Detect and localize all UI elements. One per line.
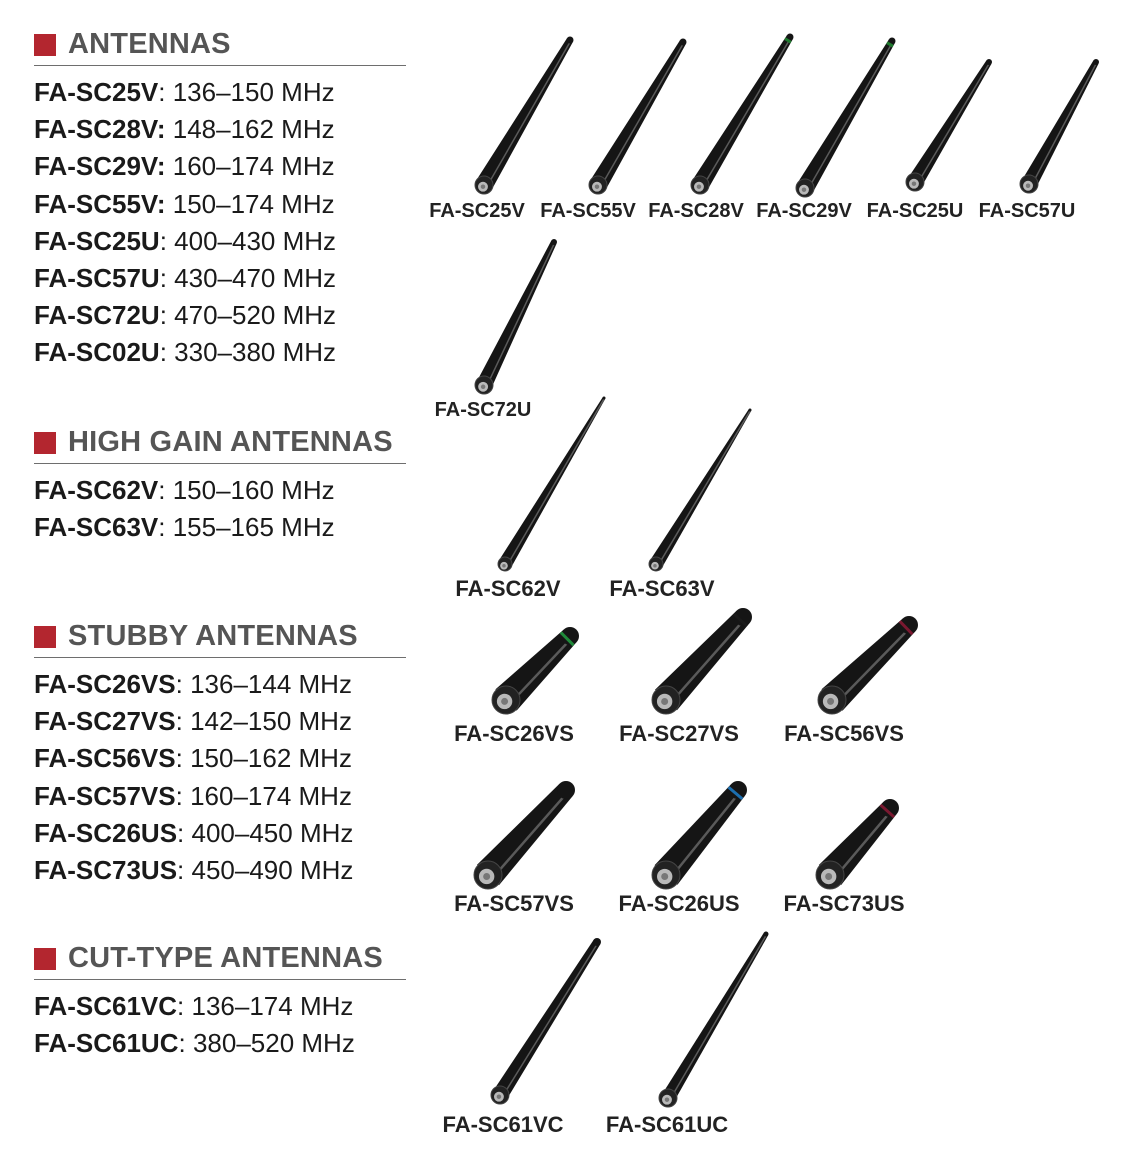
spec-row: FA-SC56VS: 150–162 MHz (34, 743, 352, 774)
antenna-fa-sc29v-icon (796, 38, 896, 198)
spec-row: FA-SC26VS: 136–144 MHz (34, 669, 352, 699)
product-label-fa-sc61uc: FA-SC61UC (605, 1112, 729, 1137)
spec-row: FA-SC61VC: 136–174 MHz (34, 991, 354, 1021)
product-label-fa-sc56vs: FA-SC56VS (784, 721, 904, 746)
spec-row: FA-SC27VS: 142–150 MHz (34, 706, 352, 737)
product-label-fa-sc61vc: FA-SC61VC (442, 1112, 564, 1137)
spec-row: FA-SC25U: 400–430 MHz (34, 225, 337, 256)
antenna-fa-sc57u-icon (1020, 59, 1099, 193)
spec-row: FA-SC73US: 450–490 MHz (34, 855, 354, 886)
antenna-fa-sc57vs-icon (474, 781, 575, 889)
antenna-fa-sc73us-icon (816, 799, 899, 889)
antenna-fa-sc72u-icon (475, 239, 557, 394)
spec-row: FA-SC72U: 470–520 MHz (34, 300, 337, 331)
section-title: ANTENNAS (68, 28, 231, 60)
product-label-fa-sc62v: FA-SC62V (455, 576, 561, 601)
antenna-fa-sc61uc-icon (659, 932, 769, 1108)
antenna-fa-sc27vs-icon (652, 608, 752, 714)
antenna-fa-sc28v-icon (691, 34, 794, 195)
section-title: HIGH GAIN ANTENNAS (68, 426, 393, 458)
product-label-fa-sc73us: FA-SC73US (783, 891, 905, 916)
antenna-fa-sc25v-icon (475, 37, 574, 195)
antenna-fa-sc26vs-icon (492, 627, 579, 714)
antenna-fa-sc56vs-icon (818, 616, 918, 714)
product-label-fa-sc25v: FA-SC25V (429, 200, 525, 222)
antenna-fa-sc62v-icon (498, 397, 606, 572)
spec-row: FA-SC26US: 400–450 MHz (34, 817, 354, 848)
product-label-fa-sc25u: FA-SC25U (866, 200, 964, 222)
antenna-fa-sc55v-icon (589, 39, 687, 195)
product-label-fa-sc28v: FA-SC28V (648, 200, 744, 222)
product-label-fa-sc29v: FA-SC29V (756, 200, 852, 222)
product-label-fa-sc55v: FA-SC55V (540, 200, 636, 222)
product-label-fa-sc27vs: FA-SC27VS (619, 721, 739, 746)
spec-row: FA-SC57VS: 160–174 MHz (34, 780, 352, 811)
section-title: CUT-TYPE ANTENNAS (68, 942, 383, 974)
product-label-fa-sc57u: FA-SC57U (978, 200, 1076, 222)
spec-row: FA-SC57U: 430–470 MHz (34, 263, 337, 294)
section-title: STUBBY ANTENNAS (68, 620, 358, 652)
product-label-fa-sc26vs: FA-SC26VS (454, 721, 574, 746)
spec-row: FA-SC02U: 330–380 MHz (34, 337, 337, 368)
antenna-fa-sc61vc-icon (491, 938, 601, 1104)
spec-row: FA-SC55V: 150–174 MHz (34, 188, 335, 219)
spec-row: FA-SC28V: 148–162 MHz (34, 114, 335, 145)
antenna-fa-sc26us-icon (652, 781, 747, 889)
spec-row: FA-SC61UC: 380–520 MHz (34, 1028, 355, 1059)
spec-row: FA-SC29V: 160–174 MHz (34, 151, 335, 182)
spec-row: FA-SC63V: 155–165 MHz (34, 512, 335, 543)
product-label-fa-sc72u: FA-SC72U (434, 399, 532, 421)
spec-row: FA-SC25V: 136–150 MHz (34, 77, 335, 107)
spec-row: FA-SC62V: 150–160 MHz (34, 475, 335, 505)
product-label-fa-sc26us: FA-SC26US (618, 891, 740, 916)
antenna-fa-sc63v-icon (649, 409, 752, 572)
product-label-fa-sc57vs: FA-SC57VS (454, 891, 574, 916)
antenna-fa-sc25u-icon (906, 59, 992, 191)
product-label-fa-sc63v: FA-SC63V (609, 576, 715, 601)
